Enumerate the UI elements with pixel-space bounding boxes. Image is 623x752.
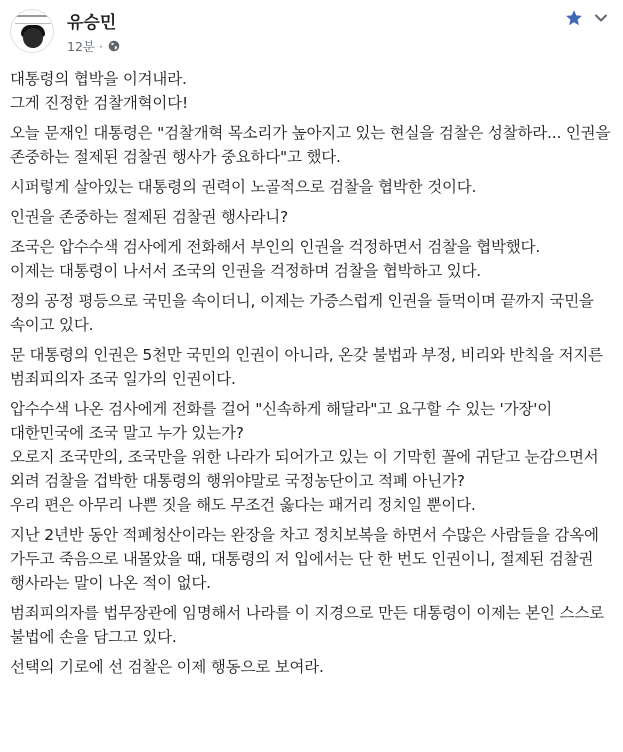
post-paragraph: 지난 2년반 동안 적폐청산이라는 완장을 차고 정치보복을 하면서 수많은 사람들을 감옥에 가두고 죽음으로 내몰았을 때, 대통령의 저 입에서는 단 한 번도 인권이니, 절제된 검찰권 행사라는 말이 나온 적이 없다. (10, 526, 599, 592)
post-body (10, 67, 615, 685)
post-meta (67, 37, 120, 55)
chevron-down-icon[interactable] (592, 9, 610, 27)
post-paragraph: 선택의 기로에 선 검찰은 이제 행동으로 보여라. (10, 658, 324, 676)
post-paragraph: 정의 공정 평등으로 국민을 속이더니, 이제는 가증스럽게 인권을 들먹이며 끝까지 국민을 속이고 있다. (10, 292, 594, 334)
post-paragraph: 압수수색 나온 검사에게 전화를 걸어 "신속하게 해달라"고 요구할 수 있는 '가장'이 대한민국에 조국 말고 누가 있는가? 오로지 조국만의, 조국만을 위한 나라가 되어가고 있는 이 기막힌 꼴에 귀닫고 눈감으면서 외려 검찰을 겁박한 대통령의 행위야말로 국정농단이고 적폐 아닌가? 우리 편은 아무리 나쁜 짓을 해도 무조건 옳다는 패거리 정치일 뿐이다. (10, 400, 599, 514)
post-time[interactable]: 12분 (67, 39, 95, 54)
meta-separator: · (98, 38, 103, 54)
post-header (0, 0, 623, 68)
avatar-caption-graphic (15, 15, 51, 24)
author-name[interactable]: 유승민 (67, 13, 117, 33)
post-paragraph: 조국은 압수수색 검사에게 전화해서 부인의 인권을 걱정하면서 검찰을 협박했다. 이제는 대통령이 나서서 조국의 인권을 걱정하며 검찰을 협박하고 있다. (10, 238, 541, 280)
star-icon[interactable] (565, 9, 583, 27)
post-paragraph: 범죄피의자를 법무장관에 임명해서 나라를 이 지경으로 만든 대통령이 이제는 본인 스스로 불법에 손을 담그고 있다. (10, 604, 604, 646)
post-paragraph: 문 대통령의 인권은 5천만 국민의 인권이 아니라, 온갖 불법과 부정, 비리와 반칙을 저지른 범죄피의자 조국 일가의 인권이다. (10, 346, 603, 388)
globe-icon[interactable] (108, 40, 120, 52)
avatar[interactable] (10, 9, 54, 53)
post-paragraph: 인권을 존중하는 절제된 검찰권 행사라니? (10, 208, 289, 226)
post-paragraph: 오늘 문재인 대통령은 "검찰개혁 목소리가 높아지고 있는 현실을 검찰은 성찰하라... 인권을 존중하는 절제된 검찰권 행사가 중요하다"고 했다. (10, 124, 611, 166)
post-paragraph: 대통령의 협박을 이겨내라. 그게 진정한 검찰개혁이다! (10, 70, 188, 112)
post-paragraph: 시퍼렇게 살아있는 대통령의 권력이 노골적으로 검찰을 협박한 것이다. (10, 178, 477, 196)
avatar-face-graphic (23, 28, 43, 48)
